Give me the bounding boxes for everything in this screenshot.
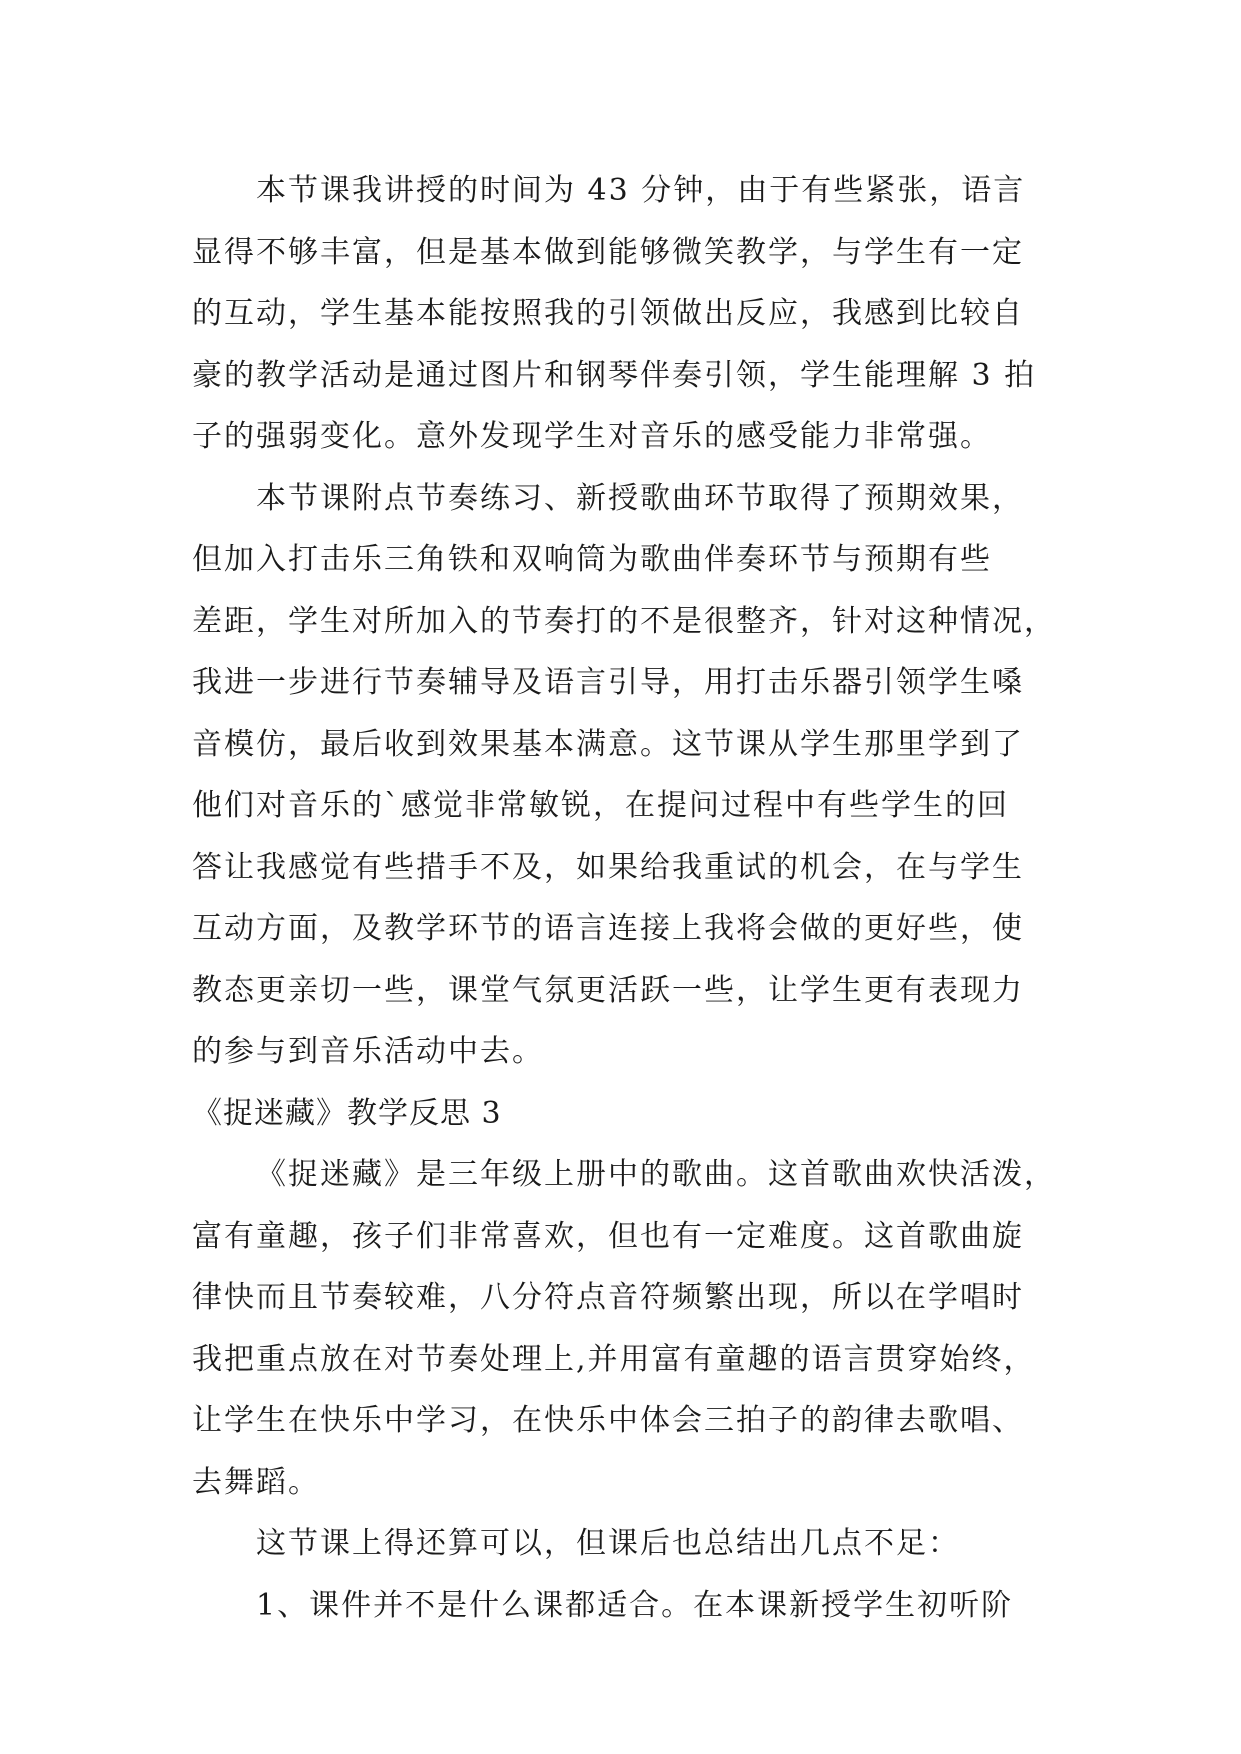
text-line: 去舞蹈。 bbox=[192, 1464, 320, 1500]
paragraph-4 bbox=[192, 1513, 1052, 1575]
paragraph-1 bbox=[192, 160, 1052, 468]
text-line: 律快而且节奏较难，八分符点音符频繁出现，所以在学唱时 bbox=[192, 1280, 1024, 1315]
text-line: 的参与到音乐活动中去。 bbox=[192, 1034, 544, 1069]
text-line: 差距，学生对所加入的节奏打的不是很整齐，针对这种情况， bbox=[192, 603, 1056, 639]
document-page bbox=[192, 160, 1056, 1636]
text-line: 答让我感觉有些措手不及，如果给我重试的机会，在与学生 bbox=[192, 849, 1024, 885]
text-line: 富有童趣，孩子们非常喜欢，但也有一定难度。这首歌曲旋 bbox=[192, 1218, 1024, 1254]
paragraph-2 bbox=[192, 468, 1056, 1083]
text-line: 但加入打击乐三角铁和双响筒为歌曲伴奏环节与预期有些 bbox=[192, 542, 992, 577]
text-line: 子的强弱变化。意外发现学生对音乐的感受能力非常强。 bbox=[192, 419, 992, 454]
paragraph-3 bbox=[192, 1144, 1056, 1513]
text-line: 豪的教学活动是通过图片和钢琴伴奏引领，学生能理解 3 拍 bbox=[192, 357, 1037, 393]
text-line: 本节课附点节奏练习、新授歌曲环节取得了预期效果， bbox=[256, 480, 1024, 516]
text-line: 互动方面，及教学环节的语言连接上我将会做的更好些，使 bbox=[192, 911, 1024, 946]
text-line: 我进一步进行节奏辅导及语言引导，用打击乐器引领学生嗓 bbox=[192, 665, 1024, 700]
text-line: 我把重点放在对节奏处理上,并用富有童趣的语言贯穿始终， bbox=[192, 1341, 1036, 1377]
text-line: 让学生在快乐中学习，在快乐中体会三拍子的韵律去歌唱、 bbox=[192, 1403, 1024, 1438]
text-line: 本节课我讲授的时间为 43 分钟，由于有些紧张，语言 bbox=[256, 173, 1026, 208]
text-line: 他们对音乐的`感觉非常敏锐，在提问过程中有些学生的回 bbox=[192, 788, 1009, 823]
text-line: 显得不够丰富，但是基本做到能够微笑教学，与学生有一定 bbox=[192, 234, 1024, 270]
text-line: 的互动，学生基本能按照我的引领做出反应，我感到比较自 bbox=[192, 296, 1024, 331]
text-line: 这节课上得还算可以，但课后也总结出几点不足： bbox=[256, 1526, 960, 1561]
text-line: 教态更亲切一些，课堂气氛更活跃一些，让学生更有表现力 bbox=[192, 972, 1024, 1008]
section-title: 《捉迷藏》教学反思 3 bbox=[192, 1095, 502, 1131]
paragraph-5 bbox=[192, 1575, 1052, 1637]
text-line: 音模仿，最后收到效果基本满意。这节课从学生那里学到了 bbox=[192, 726, 1024, 762]
text-line: 1、课件并不是什么课都适合。在本课新授学生初听阶 bbox=[256, 1587, 1014, 1623]
text-line: 《捉迷藏》是三年级上册中的歌曲。这首歌曲欢快活泼， bbox=[256, 1157, 1056, 1192]
